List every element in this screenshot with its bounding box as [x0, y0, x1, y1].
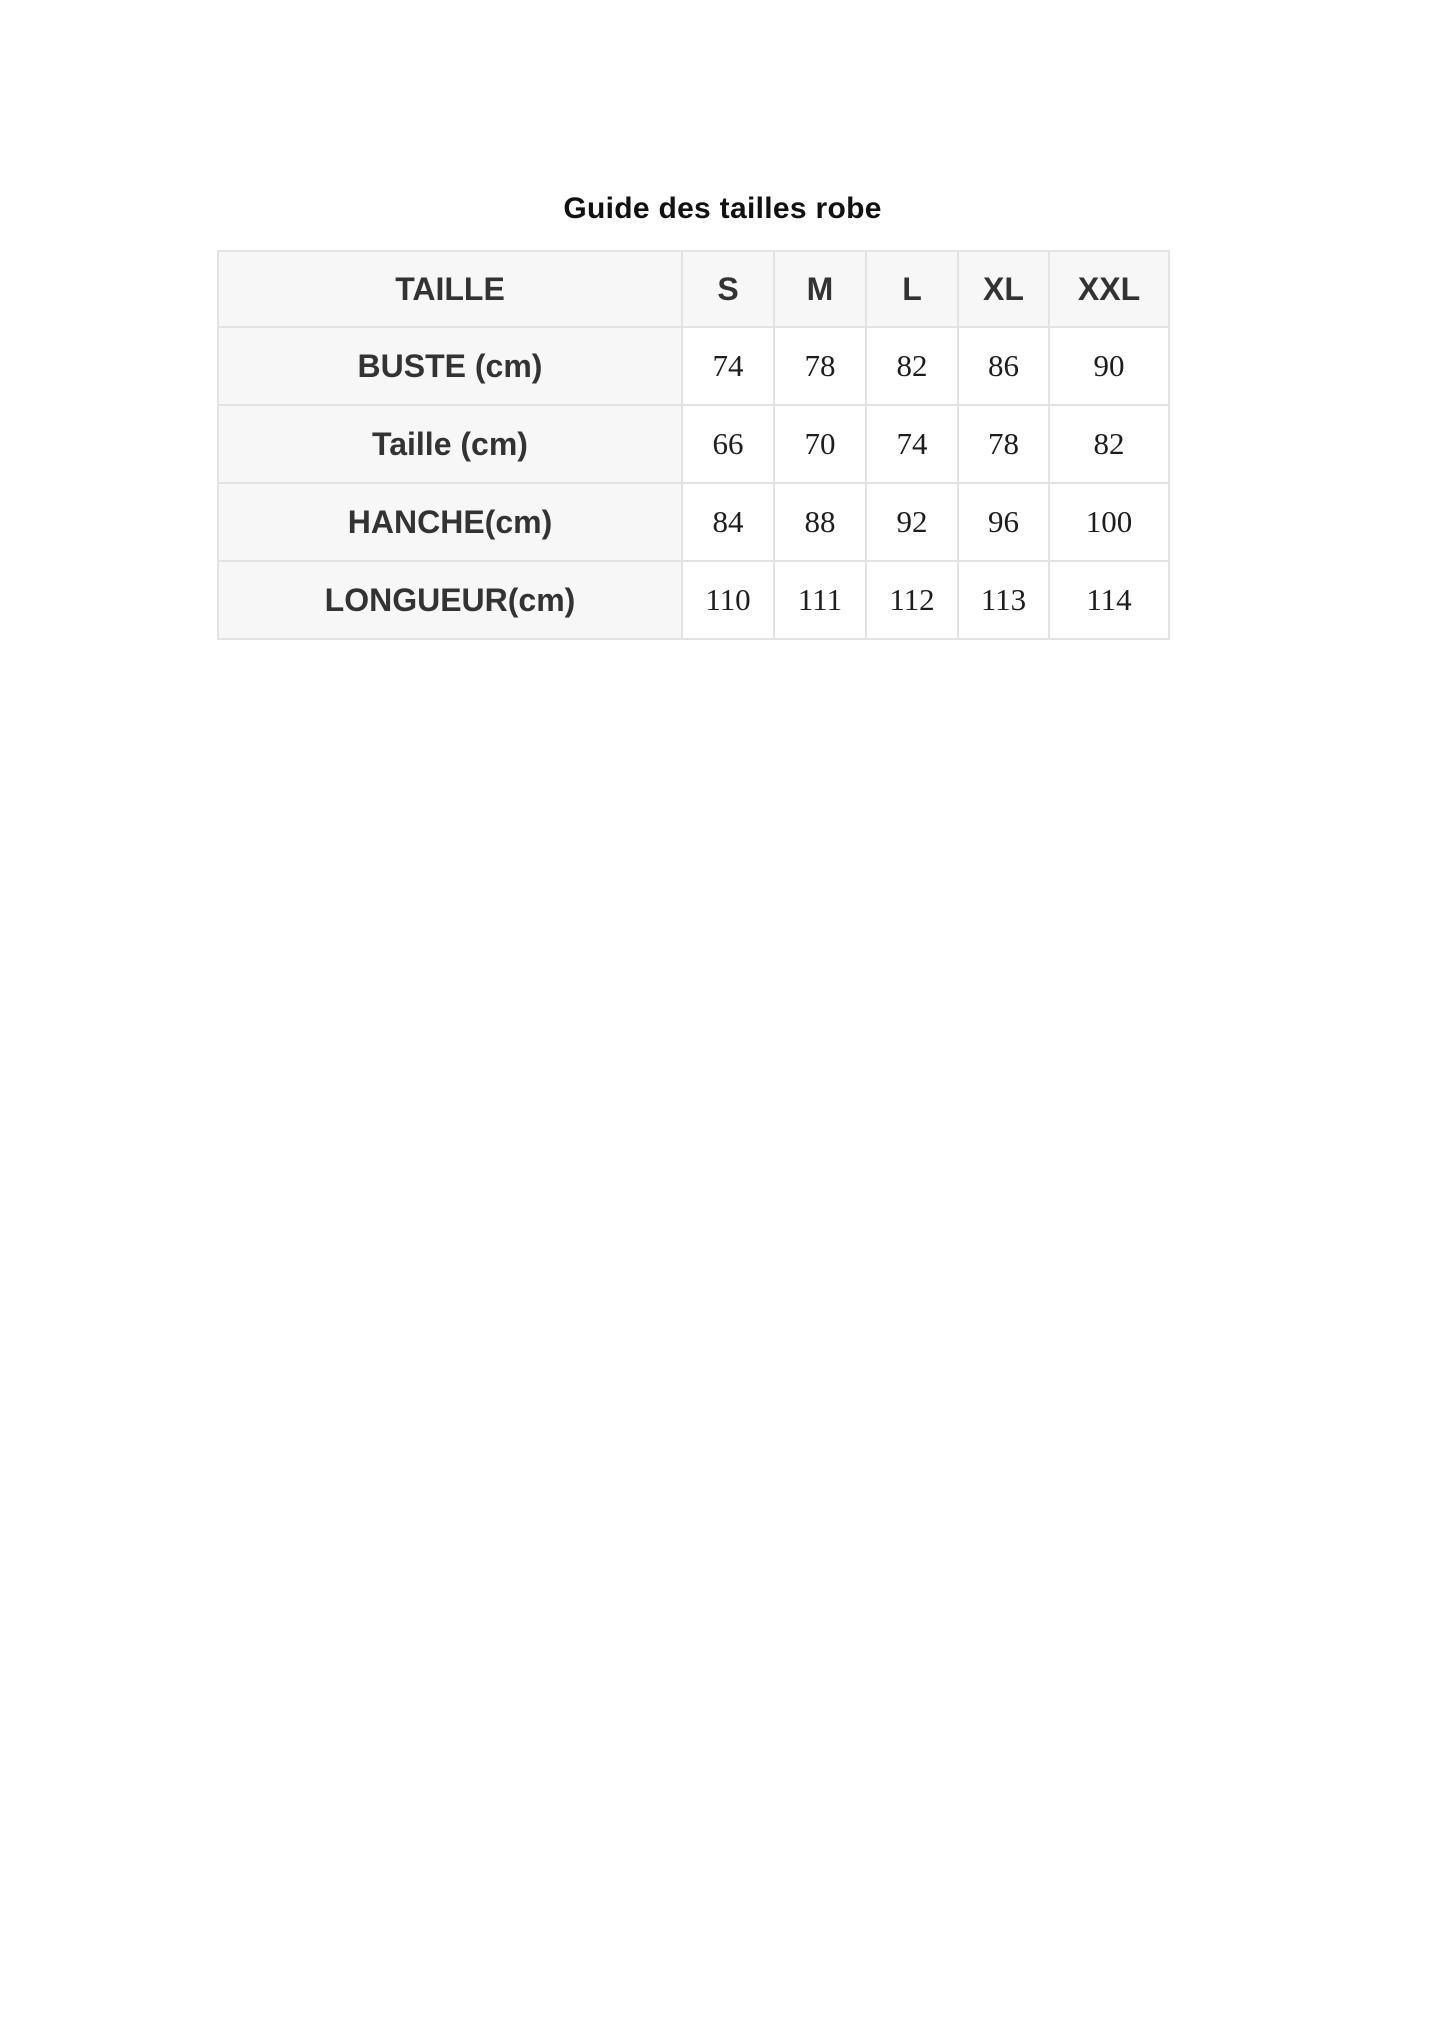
row-label-taille: Taille (cm)	[218, 405, 682, 483]
value-cell: 96	[958, 483, 1049, 561]
header-cell-size-s: S	[682, 251, 774, 327]
row-label-longueur: LONGUEUR(cm)	[218, 561, 682, 639]
size-guide-table	[217, 250, 1170, 640]
page-title: Guide des tailles robe	[563, 192, 882, 225]
header-cell-taille: TAILLE	[218, 251, 682, 327]
row-label-hanche: HANCHE(cm)	[218, 483, 682, 561]
value-cell: 66	[682, 405, 774, 483]
header-cell-size-m: M	[774, 251, 866, 327]
table-row-buste	[218, 327, 1169, 405]
header-cell-size-xl: XL	[958, 251, 1049, 327]
value-cell: 74	[682, 327, 774, 405]
table-row-taille	[218, 405, 1169, 483]
value-cell: 70	[774, 405, 866, 483]
value-cell: 74	[866, 405, 958, 483]
value-cell: 84	[682, 483, 774, 561]
table-header-row	[218, 251, 1169, 327]
value-cell: 112	[866, 561, 958, 639]
value-cell: 110	[682, 561, 774, 639]
header-cell-size-xxl: XXL	[1049, 251, 1169, 327]
value-cell: 90	[1049, 327, 1169, 405]
value-cell: 78	[774, 327, 866, 405]
table-row-hanche	[218, 483, 1169, 561]
value-cell: 114	[1049, 561, 1169, 639]
value-cell: 78	[958, 405, 1049, 483]
value-cell: 111	[774, 561, 866, 639]
value-cell: 82	[866, 327, 958, 405]
table-row-longueur	[218, 561, 1169, 639]
value-cell: 92	[866, 483, 958, 561]
value-cell: 82	[1049, 405, 1169, 483]
row-label-buste: BUSTE (cm)	[218, 327, 682, 405]
header-cell-size-l: L	[866, 251, 958, 327]
value-cell: 100	[1049, 483, 1169, 561]
value-cell: 113	[958, 561, 1049, 639]
value-cell: 88	[774, 483, 866, 561]
value-cell: 86	[958, 327, 1049, 405]
